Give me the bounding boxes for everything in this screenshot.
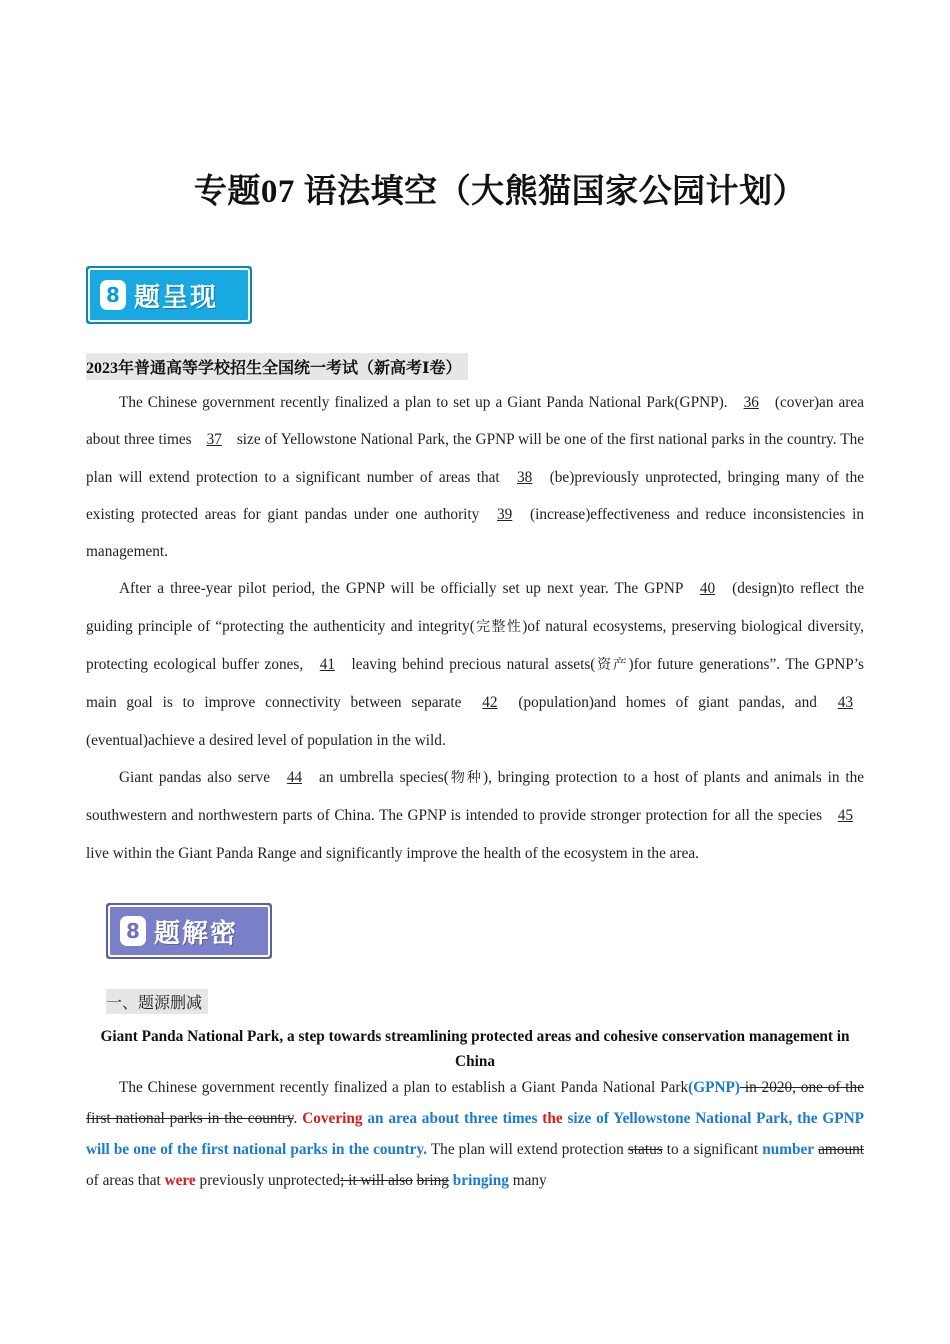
blank-44: 44 — [286, 768, 303, 786]
blank-39: 39 — [497, 505, 513, 523]
blank-37: 37 — [206, 431, 222, 449]
blank-36: 36 — [743, 394, 759, 411]
passage-paragraph-1: The Chinese government recently finalized a plan to set up a Giant Panda National Park(GPNP). 36 (cover)an area about three times 37 size of Yellowstone National Park, the GPNP will be one of the first national parks in the country. The plan will extend protection to a significant number of areas that 38 (be)previously unprotected, bringing many of the existing protected areas for giant pandas under one authority 39 (increase)effectiveness and reduce inconsistencies in management. — [86, 384, 864, 570]
article-paragraph: The Chinese government recently finalized a plan to establish a Giant Panda National Park(GPNP) in 2020, one of the first national parks in the country. Covering an area about three times the size of Yellowstone National Park, the GPNP will be one of the first national parks in the country. The plan will extend protection status to a significant number amount of areas that were previously unprotected; it will also bring bringing many — [86, 1079, 865, 1189]
blank-38: 38 — [517, 468, 533, 486]
blank-43: 43 — [837, 694, 853, 712]
article-title: Giant Panda National Park, a step towards streamlining protected areas and cohesive conservation management in China — [100, 1028, 850, 1070]
section-heading: 一、题源删减 — [106, 989, 208, 1014]
passage-paragraph-3: Giant pandas also serve 44 an umbrella species(物种), bringing protection to a host of plants and animals in the southwestern and northwestern parts of China. The GPNP is intended to provide stronger protection for all the species 45 live within the Giant Panda Range and significantly improve the health of the ecosystem in the area. — [86, 759, 864, 872]
blank-41: 41 — [319, 656, 336, 674]
badge-logo-icon: 8 — [100, 280, 126, 310]
blank-45: 45 — [837, 807, 853, 825]
passage-paragraph-2: After a three-year pilot period, the GPNP will be officially set up next year. The GPNP 40 (design)to reflect the guiding principle of “protecting the authenticity and integrity(完整性)of natural ecosystems, preserving biological diversity, protecting ecological buffer zones, 41 leaving behind precious natural assets(资产)for future generations”. The GPNP’s main goal is to improve connectivity between separate 42 (population)and homes of giant pandas, and 43 (eventual)achieve a desired level of population in the wild. — [86, 570, 864, 758]
blank-42: 42 — [482, 694, 498, 712]
badge-logo-icon: 8 — [120, 916, 146, 946]
exam-heading: 2023年普通高等学校招生全国统一考试（新高考Ⅰ卷） — [86, 353, 468, 380]
source-article — [86, 1072, 864, 1196]
cloze-passage — [86, 384, 864, 872]
answer-section-badge — [106, 903, 272, 959]
badge-label: 题呈现 — [134, 282, 219, 313]
badge-label: 题解密 — [154, 918, 239, 949]
blank-40: 40 — [699, 580, 716, 598]
question-section-badge — [86, 266, 252, 324]
page-title: 专题07 语法填空（大熊猫国家公园计划） — [193, 174, 807, 210]
